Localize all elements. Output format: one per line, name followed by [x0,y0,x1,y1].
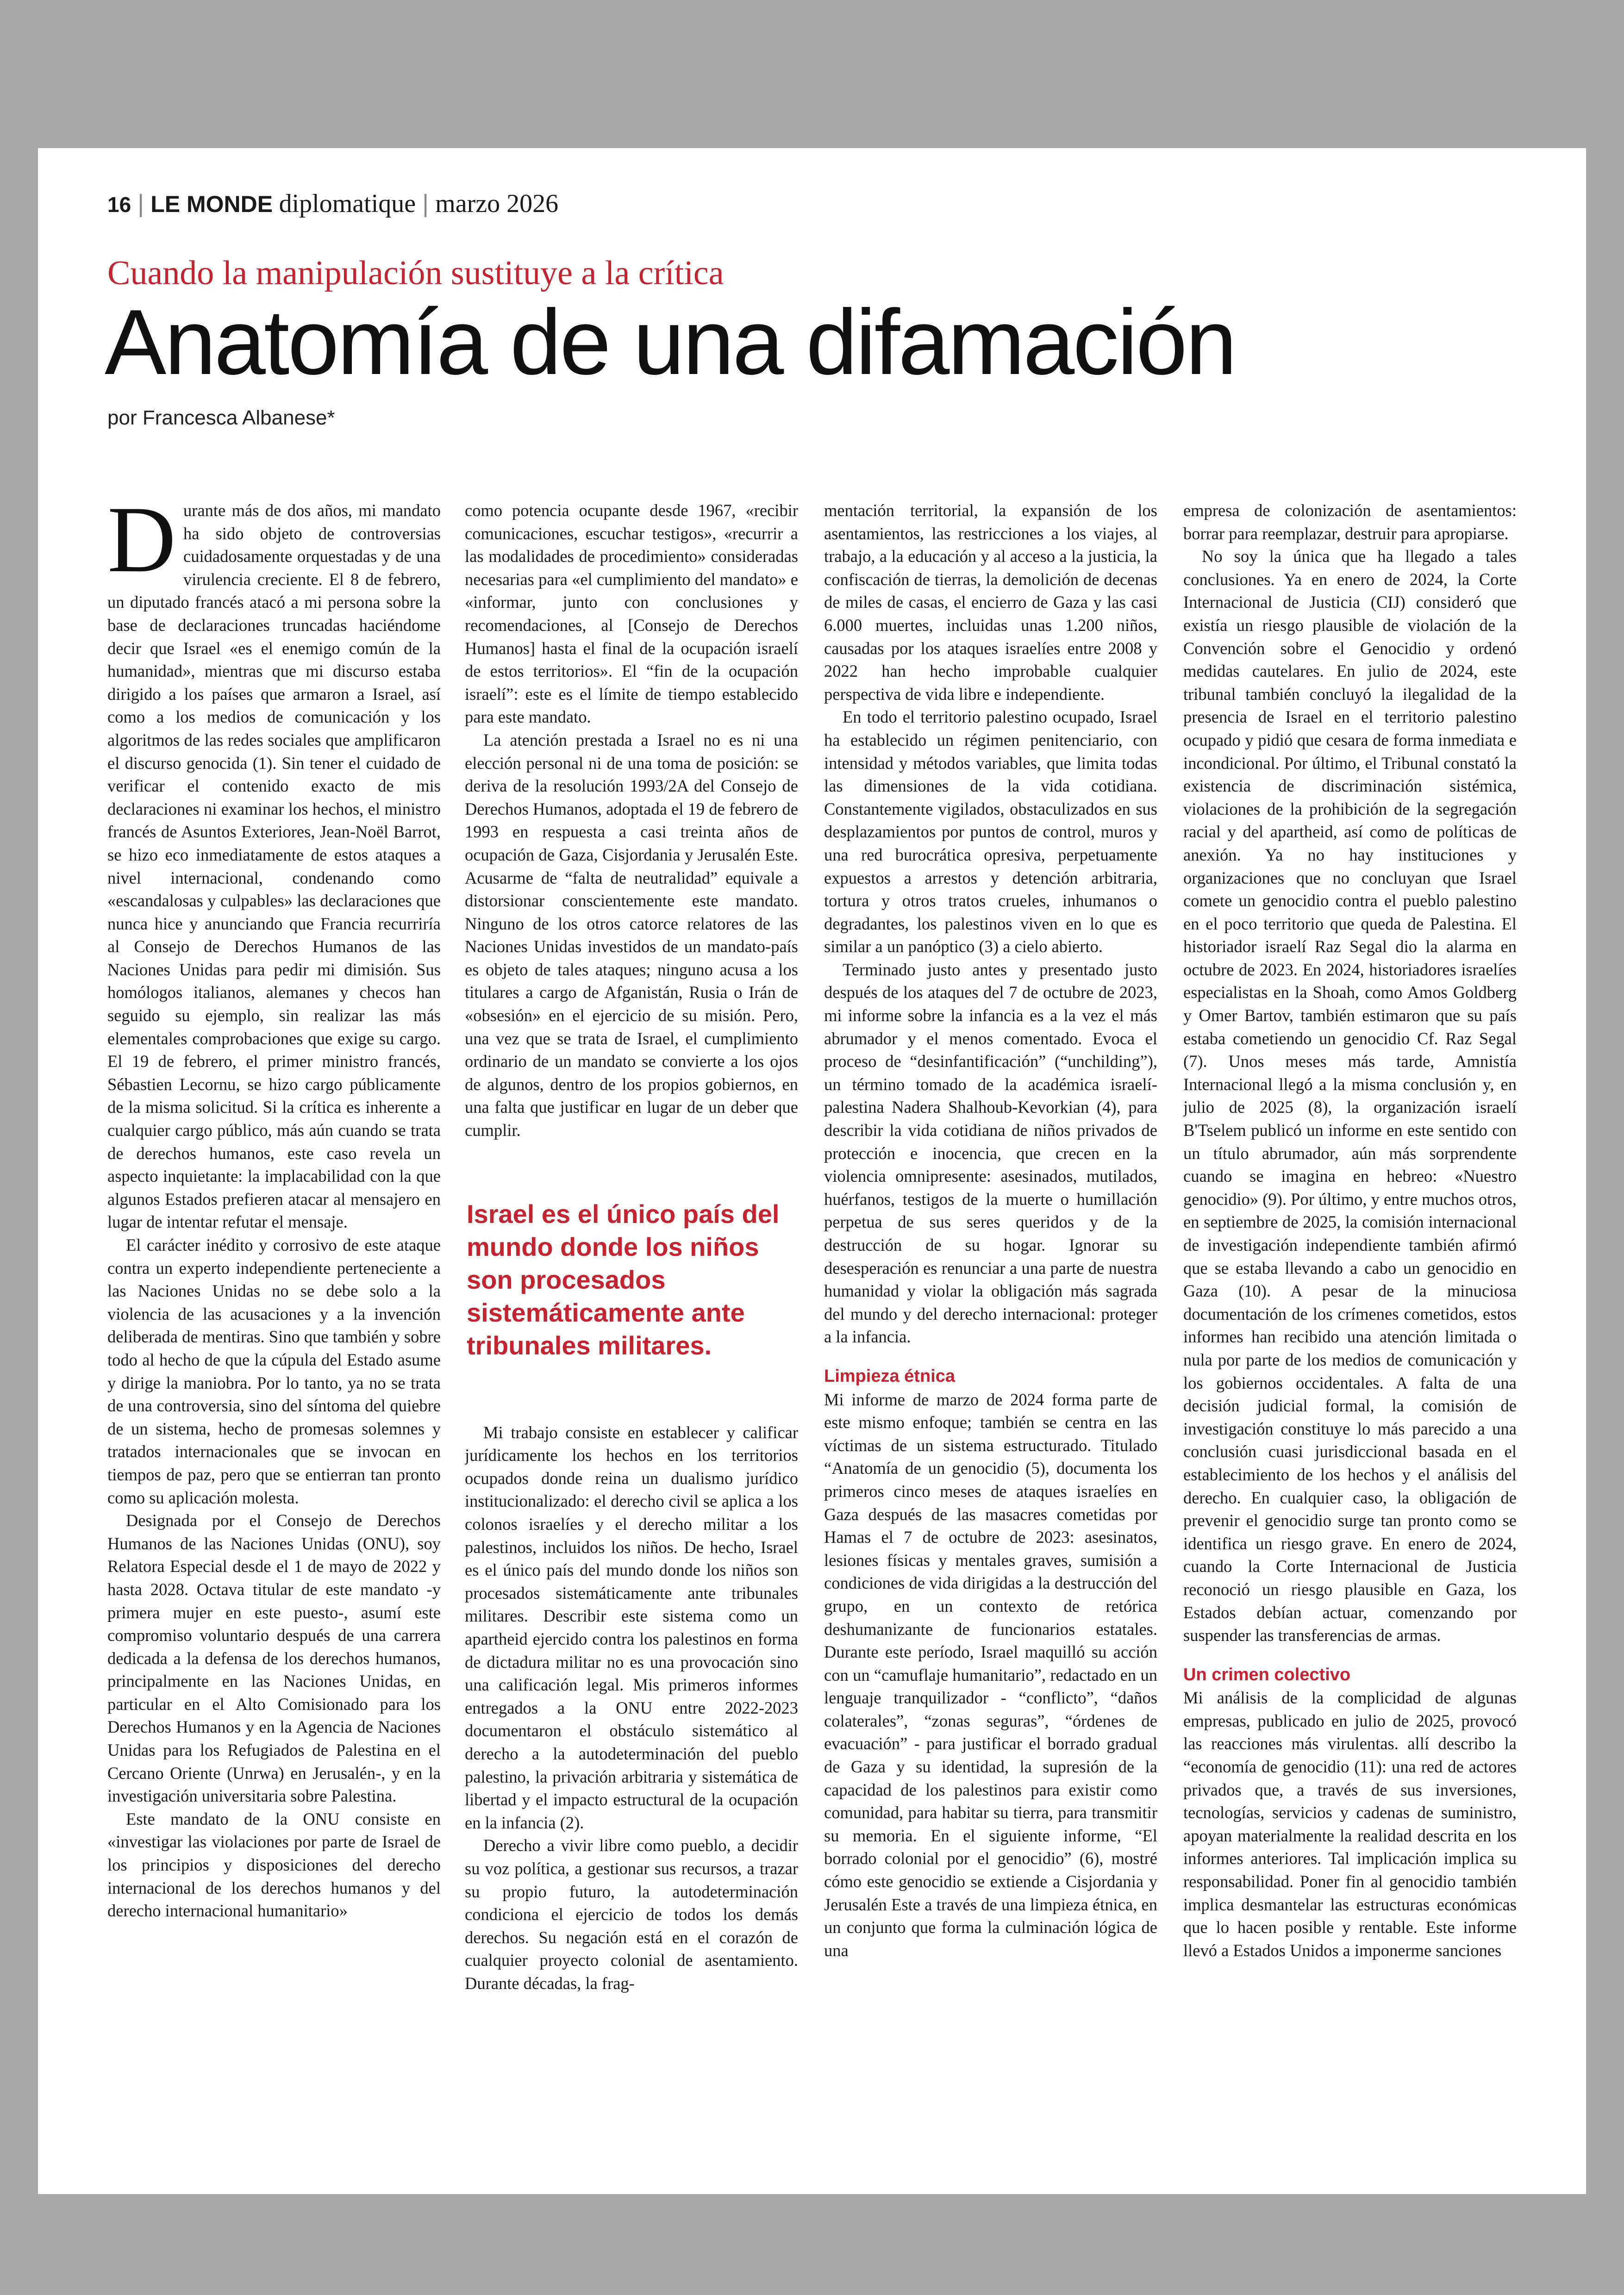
article-kicker: Cuando la manipulación sustituye a la crítica [107,254,724,292]
text-column-2 [465,499,798,2147]
brand-name: LE MONDE [150,191,273,217]
brand-subtitle: diplomatique [279,189,416,218]
paragraph: Derecho a vivir libre como pueblo, a decidir su voz política, a gestionar sus recursos, a trazar su propio futuro, la autodeterminación condiciona el ejercicio de todos los demás derechos. Su negación está en el corazón de cualquier proyecto colonial de asentamiento. Durante décadas, la frag- [465,1836,798,1993]
article-title: Anatomía de una difamación [105,291,1236,394]
issue-date: marzo 2026 [435,189,559,218]
paragraph: Mi trabajo consiste en establecer y calificar jurídicamente los hechos en los territorios ocupados donde reina un dualismo jurídico institucionalizado: el derecho civil se aplica a los colonos israelíes y el derecho militar a los palestinos, incluidos los niños. De hecho, Israel es el único país del mundo donde los niños son procesados sistemáticamente ante tribunales militares. Describir este sistema como un apartheid ejercido contra los palestinos en forma de dictadura militar no es una provocación sino una calificación legal. Mis primeros informes entregados a la ONU entre 2022-2023 documentaron el obstáculo sistemático al derecho a la autodeterminación del pueblo palestino, la privación arbitraria y sistemática de libertad y el impacto estructural de la ocupación en la infancia (2). [465,1422,798,1832]
header-separator: | [137,190,144,218]
drop-cap: D [107,499,176,592]
section-subhead: Un crimen colectivo [1183,1665,1351,1684]
text-column-4 [1183,499,1517,2147]
paragraph: Durante más de dos años, mi mandato ha sido objeto de controversias cuidadosamente orquestadas y de una virulencia creciente. El 8 de febrero, un diputado francés atacó a mi persona sobre la base de declaraciones truncadas haciéndome decir que Israel «es el enemigo común de la humanidad», mientras que mi discurso estaba dirigido a los países que armaron a Israel, así como a los medios de comunicación y los algoritmos de las redes sociales que amplificaron el discurso genocida (1). Sin tener el cuidado de verificar el contenido exacto de mis declaraciones ni examinar los hechos, el ministro francés de Asuntos Exteriores, Jean-Noël Barrot, se hizo eco inmediatamente de estos ataques a nivel internacional, condenando como «escandalosas y culpables» las declaraciones que nunca hice y anunciando que Francia recurriría al Consejo de Derechos Humanos de las Naciones Unidas para pedir mi dimisión. Sus homólogos italianos, alemanes y checos han seguido su ejemplo, sin realizar las más elementales comprobaciones que exige su cargo. El 19 de febrero, el primer ministro francés, Sébastien Lecornu, se hizo cargo públicamente de la misma solicitud. Si la crítica es inherente a cualquier cargo público, más aún cuando se trata de derechos humanos, este caso revela un aspecto inquietante: la implacabilidad con la que algunos Estados prefieren atacar al mensajero en lugar de intentar refutar el mensaje. [107,499,441,1232]
newspaper-page [38,148,1586,2194]
paragraph: mentación territorial, la expansión de los asentamientos, las restricciones a los viajes, al trabajo, a la educación y al acceso a la justicia, la confiscación de tierras, la demolición de decenas de miles de casas, el encierro de Gaza y las casi 6.000 muertes, incluidas unas 1.200 niños, causadas por los ataques israelíes entre 2008 y 2022 han hecho improbable cualquier perspectiva de vida libre e independiente. [824,501,1157,704]
pull-quote: Israel es el único país del mundo donde los niños son procesados sistemáticamente ante tribunales militares. [467,1199,780,1360]
paragraph: como potencia ocupante desde 1967, «recibir comunicaciones, escuchar testigos», «recurrir a las modalidades de procedimiento» consideradas necesarias para «el cumplimiento del mandato» e «informar, junto con conclusiones y recomendaciones, al [Consejo de Derechos Humanos] hasta el final de la ocupación israelí de estos territorios». El “fin de la ocupación israelí”: este es el límite de tiempo establecido para este mandato. [465,501,798,727]
text-column-3 [824,499,1157,2147]
page-number: 16 [107,193,131,217]
paragraph: La atención prestada a Israel no es ni una elección personal ni de una toma de posición: se deriva de la resolución 1993/2A del Consejo de Derechos Humanos, adoptada el 19 de febrero de 1993 en respuesta a casi treinta años de ocupación de Gaza, Cisjordania y Jerusalén Este. Acusarme de “falta de neutralidad” equivale a distorsionar conscientemente este mandato. Ninguno de los otros catorce relatores de las Naciones Unidas investidos de un mandato-país es objeto de tales ataques; ninguno acusa a los titulares a cargo de Afganistán, Rusia o Irán de «obsesión» en el ejercicio de su misión. Pero, una vez que se trata de Israel, el cumplimiento ordinario de un mandato se convierte a los ojos de algunos, dentro de los propios gobiernos, en una falta que justificar en lugar de un deber que cumplir. [465,730,798,1140]
page-header [107,189,558,218]
paragraph: Mi informe de marzo de 2024 forma parte de este mismo enfoque; también se centra en las víctimas de un sistema estructurado. Titulado “Anatomía de un genocidio (5), documenta los primeros cinco meses de ataques israelíes en Gaza después de las masacres cometidas por Hamas el 7 de octubre de 2023: asesinatos, lesiones físicas y mentales graves, sumisión a condiciones de vida dirigidas a la destrucción del grupo, en un contexto de retórica deshumanizante de funcionarios estatales. Durante este período, Israel maquilló su acción con un “camuflaje humanitario”, redactado en un lenguaje tranquilizador - “conflicto”, “daños colaterales”, “zonas seguras”, “órdenes de evacuación” - para justificar el borrado gradual de Gaza y su identidad, la supresión de la capacidad de los palestinos para existir como comunidad, para habitar su tierra, para transmitir su memoria. En el siguiente informe, “El borrado colonial por el genocidio” (6), mostré cómo este genocidio se extiende a Cisjordania y Jerusalén Este a través de una limpieza étnica, en un conjunto que forma la culminación lógica de una [824,1390,1157,1960]
paragraph: empresa de colonización de asentamientos: borrar para reemplazar, destruir para apropiarse. [1183,501,1517,543]
section-subhead: Limpieza étnica [824,1366,955,1386]
article-byline: por Francesca Albanese* [107,406,335,429]
paragraph: Este mandato de la ONU consiste en «investigar las violaciones por parte de Israel de los principios y disposiciones del derecho internacional de los derechos humanos y del derecho internacional humanitario» [107,1809,441,1921]
paragraph: No soy la única que ha llegado a tales conclusiones. Ya en enero de 2024, la Corte Internacional de Justicia (CIJ) consideró que existía un riesgo plausible de violación de la Convención sobre el Genocidio y ordenó medidas cautelares. En julio de 2024, este tribunal también concluyó la ilegalidad de la presencia de Israel en el territorio palestino ocupado y pidió que cesara de forma inmediata e incondicional. Por último, el Tribunal constató la existencia de discriminación sistémica, violaciones de la prohibición de la segregación racial y del apartheid, así como de políticas de anexión. Ya no hay instituciones y organizaciones que no concluyan que Israel comete un genocidio contra el pueblo palestino en el poco territorio que queda de Palestina. El historiador israelí Raz Segal dio la alarma en octubre de 2023. En 2024, historiadores israelíes especialistas en la Shoah, como Amos Goldberg y Omer Bartov, también estimaron que su país estaba cometiendo un genocidio Cf. Raz Segal (7). Unos meses más tarde, Amnistía Internacional llegó a la misma conclusión y, en julio de 2025 (8), la organización israelí B'Tselem publicó un informe en este sentido con un título abrumador, aún más sorprendente cuando se imagina en hebreo: «Nuestro genocidio» (9). Por último, y entre muchos otros, en septiembre de 2025, la comisión internacional de investigación independiente también afirmó que se estaba llevando a cabo un genocidio en Gaza (10). A pesar de la minuciosa documentación de los crímenes cometidos, estos informes han recibido una atención limitada o nula por parte de los medios de comunicación y los gobiernos occidentales. A falta de una decisión judicial formal, la comisión de investigación constituye lo más parecido a una conclusión cuasi jurisdiccional basada en el establecimiento de los hechos y el análisis del derecho. En cualquier caso, la obligación de prevenir el genocidio surge tan pronto como se identifica un riesgo grave. En enero de 2024, cuando la Corte Internacional de Justicia reconoció un riesgo plausible en Gaza, los Estados debían actuar, comenzando por suspender las transferencias de armas. [1183,547,1517,1645]
text-column-1 [107,499,441,2147]
header-separator: | [422,190,429,218]
paragraph: Designada por el Consejo de Derechos Humanos de las Naciones Unidas (ONU), soy Relatora Especial desde el 1 de mayo de 2022 y hasta 2028. Octava titular de este mandato -y primera mujer en este puesto-, asumí este compromiso voluntario después de una carrera dedicada a la defensa de los derechos humanos, principalmente en las Naciones Unidas, en particular en el Alto Comisionado para los Derechos Humanos y en la Agencia de Naciones Unidas para los Refugiados de Palestina en el Cercano Oriente (Unrwa) en Jerusalén-, y en la investigación universitaria sobre Palestina. [107,1511,441,1806]
paragraph: Terminado justo antes y presentado justo después de los ataques del 7 de octubre de 2023, mi informe sobre la infancia es a la vez el más abrumador y el menos comentado. Evoca el proceso de “desinfantificación” (“unchilding”), un término tomado de la académica israelí-palestina Nadera Shalhoub-Kevorkian (4), para describir la vida cotidiana de niños privados de protección e inocencia, que crecen en la violencia omnipresente: asesinados, mutilados, huérfanos, testigos de la muerte o humillación perpetua de sus seres queridos y de la destrucción de su hogar. Ignorar su desesperación es renunciar a una parte de nuestra humanidad y violar la obligación más sagrada del mundo y del derecho internacional: proteger a la infancia. [824,960,1157,1347]
paragraph: En todo el territorio palestino ocupado, Israel ha establecido un régimen penitenciario, con intensidad y métodos variables, que limita todas las dimensiones de la vida cotidiana. Constantemente vigilados, obstaculizados en sus desplazamientos por puntos de control, muros y una red burocrática opresiva, perpetuamente expuestos a arrestos y detención arbitraria, tortura y otros tratos crueles, inhumanos o degradantes, los palestinos viven en lo que es similar a un panóptico (3) a cielo abierto. [824,707,1157,956]
paragraph: El carácter inédito y corrosivo de este ataque contra un experto independiente perteneciente a las Naciones Unidas no se debe solo a la violencia de las acusaciones y a la invención deliberada de mentiras. Sino que también y sobre todo al hecho de que la cúpula del Estado asume y dirige la maniobra. Por lo tanto, ya no se trata de una controversia, sino del síntoma del quiebre de un sistema, hecho de promesas solemnes y tratados internacionales que se invocan en tiempos de paz, pero que se entierran tan pronto como su aplicación molesta. [107,1235,441,1507]
paragraph: Mi análisis de la complicidad de algunas empresas, publicado en julio de 2025, provocó las reacciones más virulentas. allí describo la “economía de genocidio (11): una red de actores privados que, a través de sus inversiones, tecnologías, servicios y cadenas de suministro, apoyan materialmente la realidad descrita en los informes anteriores. Tal implicación implica su responsabilidad. Poner fin al genocidio también implica desmantelar las estructuras económicas que lo hacen posible y rentable. Este informe llevó a Estados Unidos a imponerme sanciones [1183,1688,1517,1960]
